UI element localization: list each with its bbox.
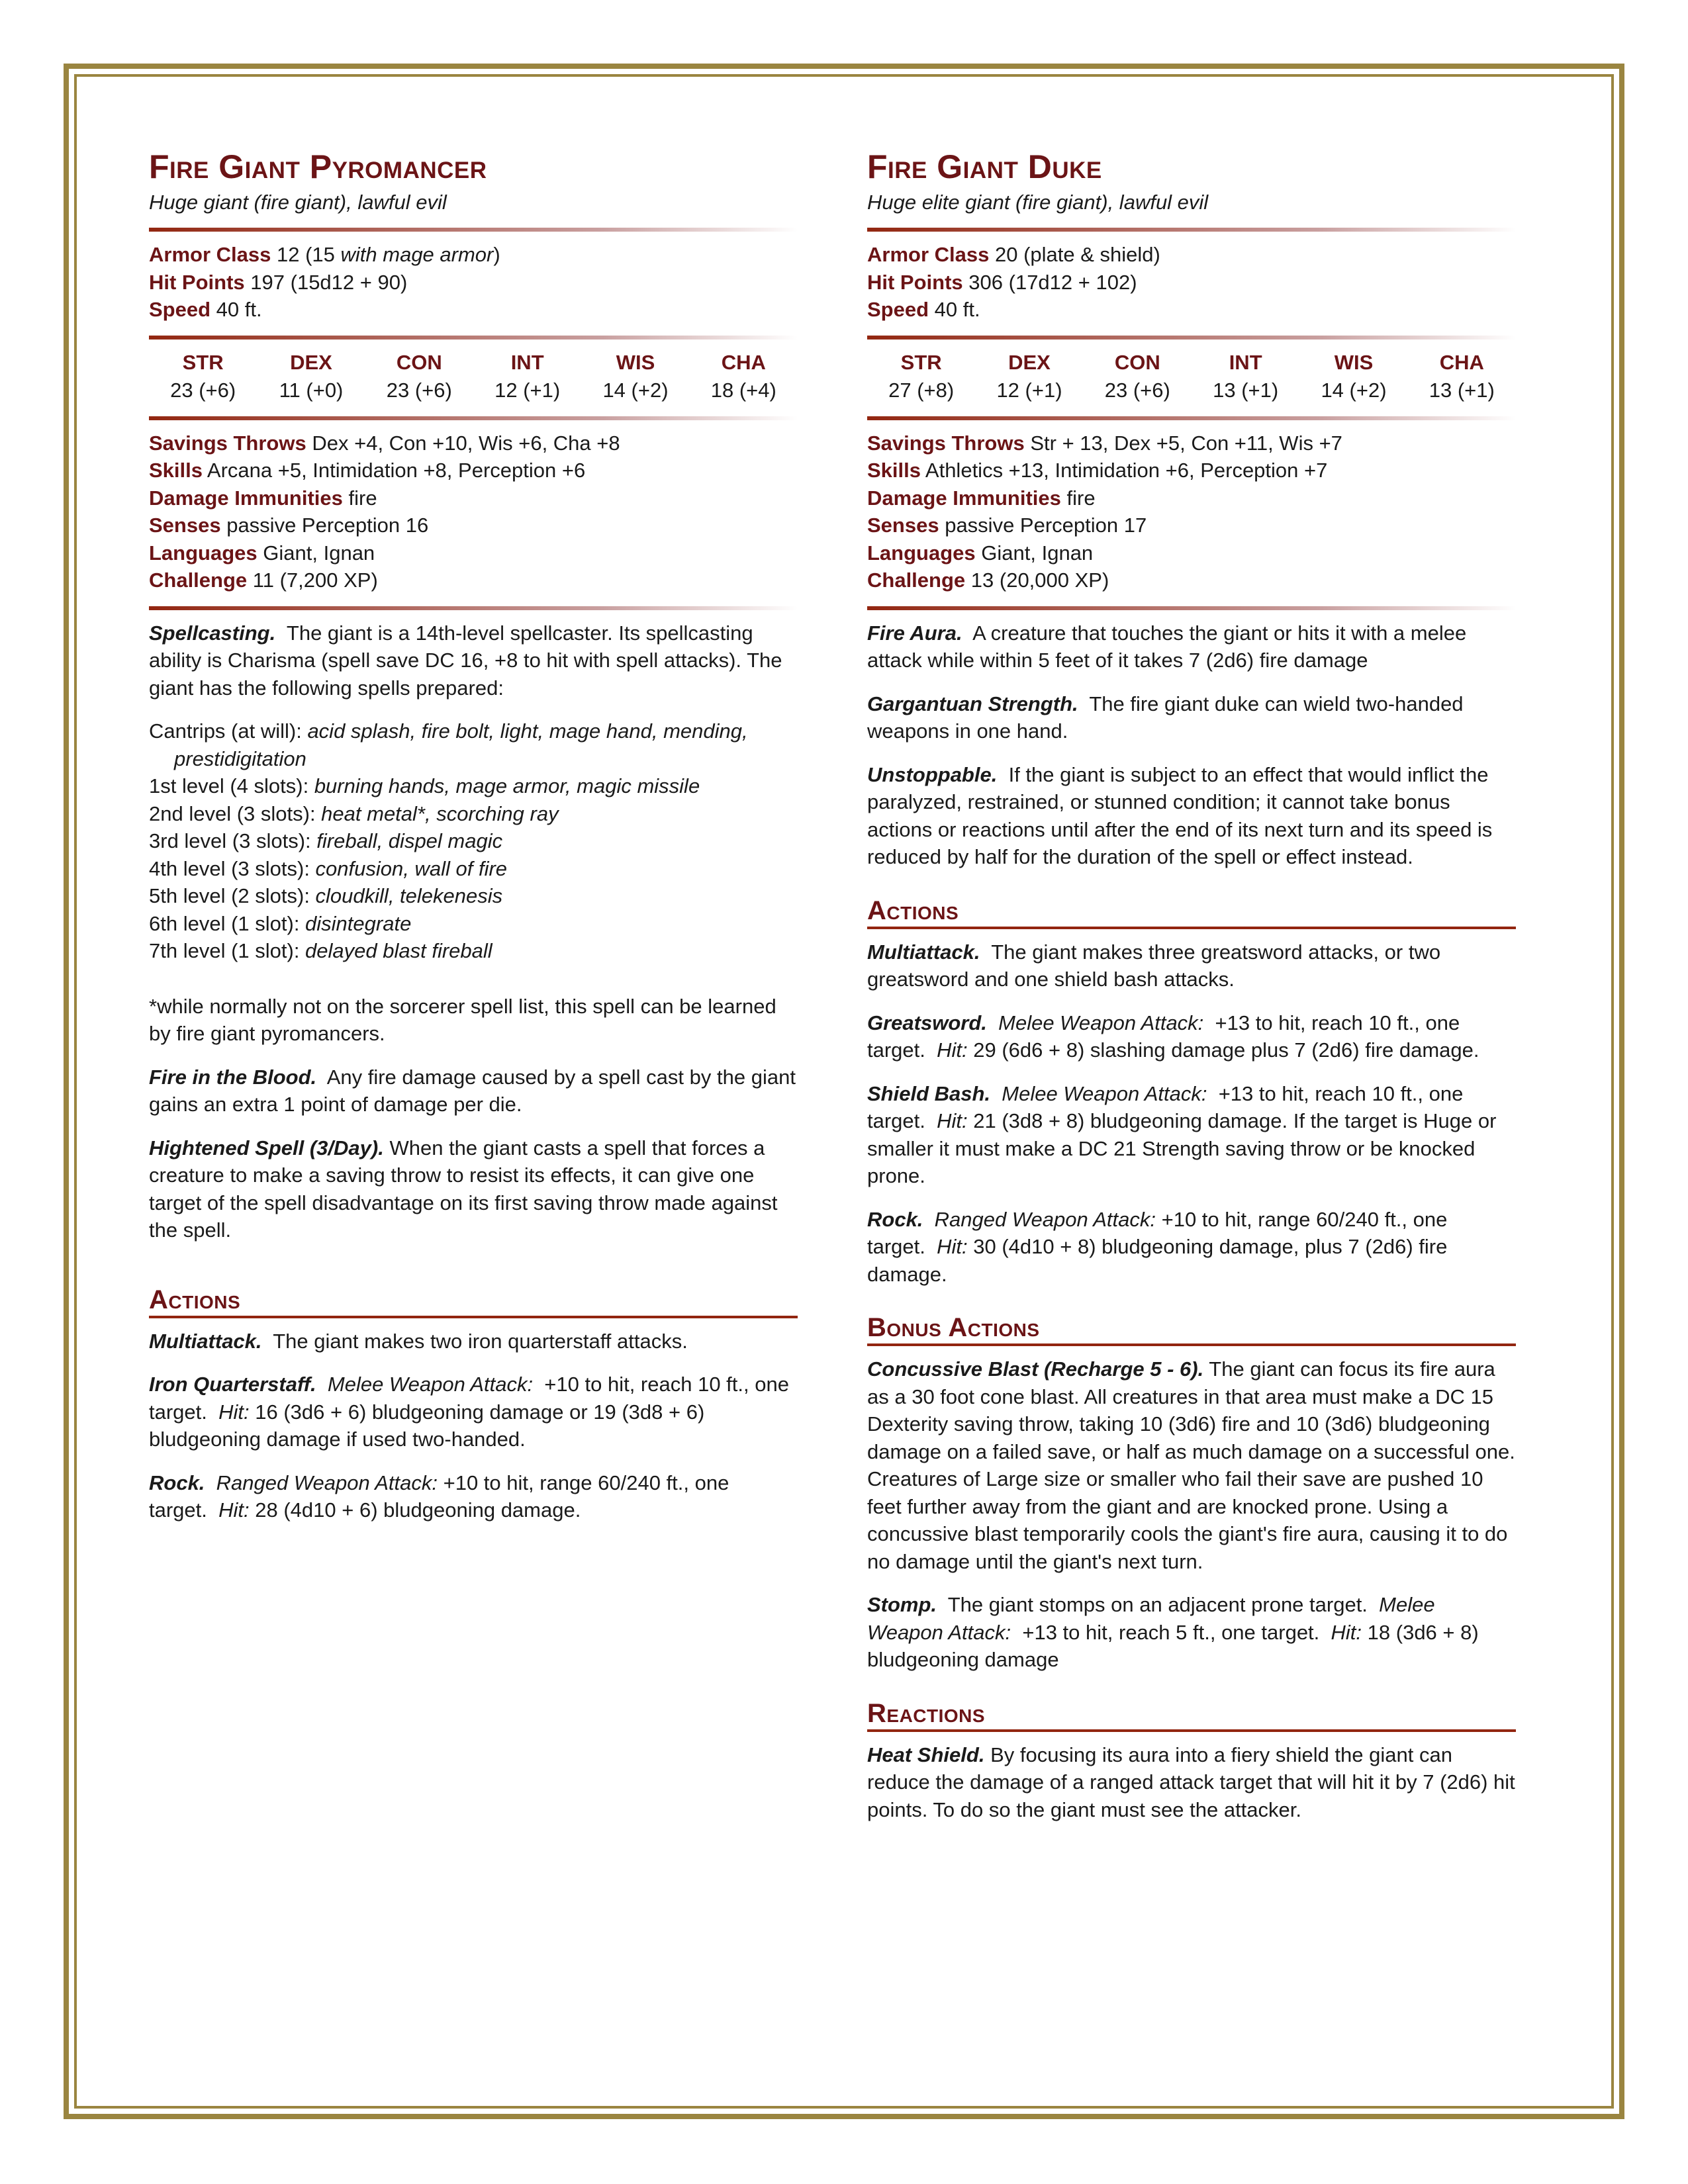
section-actions: Actions [867, 895, 1516, 929]
section-actions: Actions [149, 1284, 798, 1318]
ability-value: 23 (+6) [1104, 378, 1170, 402]
bonus-stomp: Stomp. The giant stomps on an adjacent prone target. Melee Weapon Attack: +13 to hit, reach 5 ft., one target. Hit: 18 (3d6 + 8) bludgeoning damage [867, 1593, 1479, 1671]
trait-heightened-spell: Hightened Spell (3/Day). When the giant casts a spell that forces a creature to make a saving throw to resist its effects, it can give one target of the spell disadvantage on its first saving throw made against the spell. [149, 1136, 778, 1242]
ability-name: CON [1114, 350, 1160, 374]
bonus-concussive-blast: Concussive Blast (Recharge 5 - 6). The giant can focus its fire aura as a 30 foot cone blast. All creatures in that area must make a DC 15 Dexterity saving throw, taking 10 (3d6) fire and 10 (3d6) bludgeoning damage on a failed save, or half as much damage on a successful one. Creatures of Large size or smaller who fail their save are pushed 10 feet further away from the giant and are knocked prone. Using a concussive blast temporarily cools the giant's fire aura, causing it to do no damage until the giant's next turn. [867, 1357, 1515, 1573]
divider [867, 336, 1516, 340]
ability-value: 11 (+0) [279, 378, 344, 402]
challenge: Challenge 11 (7,200 XP) [149, 569, 378, 592]
languages: Languages Giant, Ignan [867, 541, 1094, 565]
spell-line: 7th level (1 slot): delayed blast fireball [149, 939, 492, 962]
reaction-heat-shield: Heat Shield. By focusing its aura into a fiery shield the giant can reduce the damage of a ranged attack target that will hit it by 7 (2d6) hit points. To do so the giant must see the attacker. [867, 1743, 1515, 1821]
trait-fire-in-the-blood: Fire in the Blood. Any fire damage caused by a spell cast by the giant gains an extra 1 point of damage per die. [149, 1065, 796, 1116]
spell-note: *while normally not on the sorcerer spell list, this spell can be learned by fire giant pyromancers. [149, 994, 776, 1045]
ability-value: 13 (+1) [1213, 378, 1279, 402]
speed: Speed 40 ft. [149, 298, 262, 321]
senses: Senses passive Perception 17 [867, 514, 1147, 537]
ability-value: 18 (+4) [710, 378, 776, 402]
trait-spellcasting: Spellcasting. The giant is a 14th-level spellcaster. Its spellcasting ability is Charisma (spell save DC 16, +8 to hit with spell attacks). The giant has the following spells prepared: [149, 621, 782, 700]
spell-line: 3rd level (3 slots): fireball, dispel magic [149, 829, 503, 852]
trait-unstoppable: Unstoppable. If the giant is subject to an effect that would inflict the paralyzed, restrained, or stunned condition; it cannot take bonus actions or reactions until after the end of its next turn and its speed is reduced by half for the duration of the spell or effect instead. [867, 762, 1493, 868]
action-rock: Rock. Ranged Weapon Attack: +10 to hit, range 60/240 ft., one target. Hit: 28 (4d10 + 6) bludgeoning damage. [149, 1471, 729, 1522]
spell-line: 1st level (4 slots): burning hands, mage armor, magic missile [149, 774, 700, 797]
damage-immunities: Damage Immunities fire [867, 486, 1096, 510]
saving-throws: Savings Throws Dex +4, Con +10, Wis +6, Cha +8 [149, 431, 620, 455]
spell-line: 5th level (2 slots): cloudkill, telekenesis [149, 884, 503, 907]
spell-line: 6th level (1 slot): disintegrate [149, 911, 412, 935]
damage-immunities: Damage Immunities fire [149, 486, 377, 510]
spell-line: Cantrips (at will): acid splash, fire bolt, light, mage hand, mending, prestidigitation [149, 719, 748, 770]
action-greatsword: Greatsword. Melee Weapon Attack: +13 to hit, reach 10 ft., one target. Hit: 29 (6d6 + 8) slashing damage plus 7 (2d6) fire damage. [867, 1011, 1479, 1062]
divider [867, 606, 1516, 610]
creature-type: Huge elite giant (fire giant), lawful evil [867, 191, 1209, 214]
ability-name: WIS [616, 350, 655, 374]
skills: Skills Athletics +13, Intimidation +6, Perception +7 [867, 459, 1328, 482]
ability-value: 23 (+6) [386, 378, 452, 402]
saving-throws: Savings Throws Str + 13, Dex +5, Con +11, Wis +7 [867, 431, 1342, 455]
ability-name: CHA [721, 350, 766, 374]
spell-list [149, 717, 798, 965]
senses: Senses passive Perception 16 [149, 514, 429, 537]
action-iron-quarterstaff: Iron Quarterstaff. Melee Weapon Attack: +10 to hit, reach 10 ft., one target. Hit: 16 (3d6 + 6) bludgeoning damage or 19 (3d8 + 6) bludgeoning damage if used two-handed. [149, 1373, 789, 1451]
divider [149, 228, 798, 232]
section-reactions: Reactions [867, 1698, 1516, 1732]
divider [867, 228, 1516, 232]
creature-type: Huge giant (fire giant), lawful evil [149, 191, 447, 214]
challenge: Challenge 13 (20,000 XP) [867, 569, 1109, 592]
ability-name: DEX [290, 350, 332, 374]
ability-value: 13 (+1) [1429, 378, 1495, 402]
hit-points: Hit Points 197 (15d12 + 90) [149, 270, 408, 294]
ability-name: INT [510, 350, 544, 374]
divider [149, 416, 798, 420]
divider [149, 336, 798, 340]
ability-value: 12 (+1) [494, 378, 561, 402]
divider [867, 416, 1516, 420]
ability-value: 14 (+2) [602, 378, 669, 402]
ability-name: STR [182, 350, 224, 374]
trait-gargantuan-strength: Gargantuan Strength. The fire giant duke can wield two-handed weapons in one hand. [867, 692, 1464, 743]
speed: Speed 40 ft. [867, 298, 980, 321]
ability-name: CON [396, 350, 442, 374]
spell-line: 4th level (3 slots): confusion, wall of fire [149, 856, 508, 880]
ability-value: 12 (+1) [996, 378, 1062, 402]
languages: Languages Giant, Ignan [149, 541, 375, 565]
action-shield-bash: Shield Bash. Melee Weapon Attack: +13 to hit, reach 10 ft., one target. Hit: 21 (3d8 + 8) bludgeoning damage. If the target is Huge or smaller it must make a DC 21 Strength saving throw or be knocked prone. [867, 1081, 1497, 1187]
armor-class: Armor Class 20 (plate & shield) [867, 243, 1160, 266]
pyromancer-statblock [149, 147, 798, 1540]
divider [149, 606, 798, 610]
action-multiattack: Multiattack. The giant makes three greatsword attacks, or two greatsword and one shield bash attacks. [867, 940, 1441, 991]
skills: Skills Arcana +5, Intimidation +8, Perception +6 [149, 459, 586, 482]
ability-name: DEX [1008, 350, 1051, 374]
ability-scores [867, 349, 1516, 404]
armor-class: Armor Class 12 (15 with mage armor) [149, 243, 500, 266]
action-multiattack: Multiattack. The giant makes two iron quarterstaff attacks. [149, 1329, 688, 1353]
ability-value: 23 (+6) [170, 378, 236, 402]
ability-name: STR [900, 350, 942, 374]
spell-line: 2nd level (3 slots): heat metal*, scorching ray [149, 801, 559, 825]
ability-name: WIS [1334, 350, 1374, 374]
action-rock: Rock. Ranged Weapon Attack: +10 to hit, range 60/240 ft., one target. Hit: 30 (4d10 + 8) bludgeoning damage, plus 7 (2d6) fire damage. [867, 1207, 1448, 1286]
ability-value: 27 (+8) [888, 378, 955, 402]
ability-value: 14 (+2) [1321, 378, 1387, 402]
ability-name: INT [1229, 350, 1262, 374]
hit-points: Hit Points 306 (17d12 + 102) [867, 270, 1137, 294]
section-bonus-actions: Bonus Actions [867, 1312, 1516, 1346]
creature-name: Fire Giant Duke [867, 148, 1102, 185]
trait-fire-aura: Fire Aura. A creature that touches the giant or hits it with a melee attack while within 5 feet of it takes 7 (2d6) fire damage [867, 621, 1467, 672]
ability-name: CHA [1439, 350, 1484, 374]
ability-scores [149, 349, 798, 404]
creature-name: Fire Giant Pyromancer [149, 148, 487, 185]
duke-statblock [867, 147, 1516, 1839]
